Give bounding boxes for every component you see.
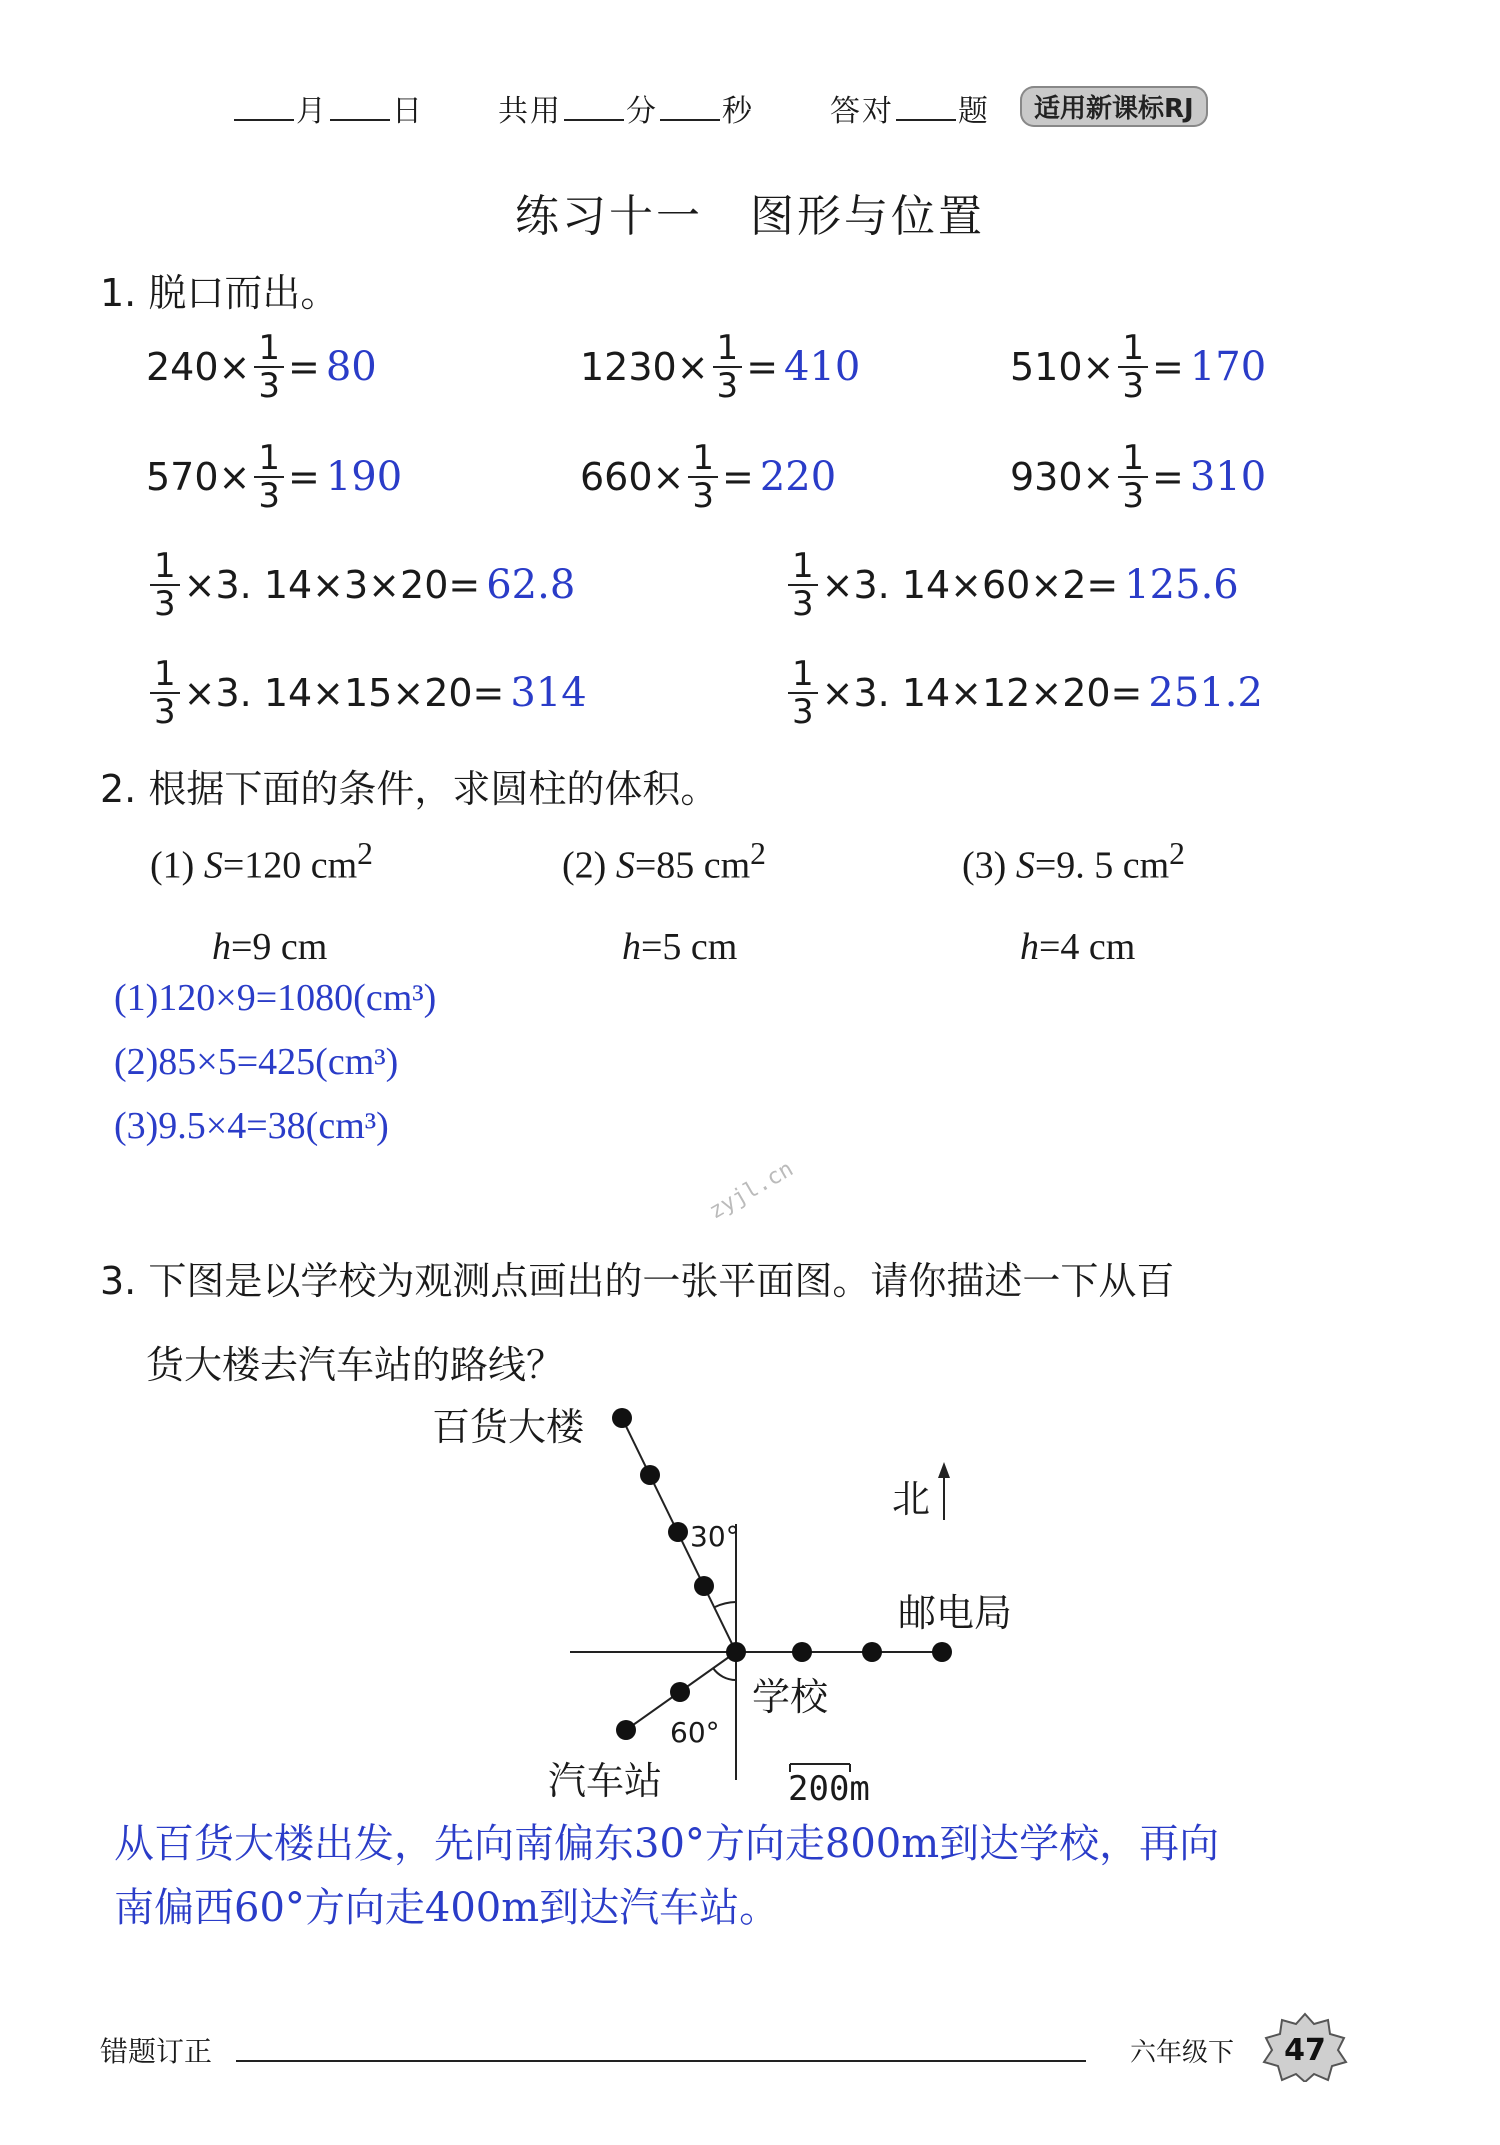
height-value: =9 cm [231,926,328,968]
expr-rhs: ×3. 14×12×20= [821,671,1143,715]
answer: 251.2 [1148,670,1263,716]
q2-label: 2. 根据下面的条件，求圆柱的体积。 [100,767,719,811]
fraction-numerator: 1 [688,440,718,478]
q3-label-line1: 3. 下图是以学校为观测点画出的一张平面图。请你描述一下从百 [100,1259,1175,1303]
superscript: 2 [357,836,373,871]
equals-sign: = [288,345,320,389]
item-number: (3) [962,844,1007,887]
label-scale: 200m [788,1769,870,1809]
answer: 314 [510,670,587,716]
route-point [640,1465,660,1485]
equals-sign: = [722,455,754,499]
route-point [668,1522,688,1542]
day-label: 日 [392,94,424,129]
var-h: h [622,926,641,968]
route-point [792,1642,812,1662]
q2-answer-2: (2)85×5=425(cm³) [114,1041,399,1083]
questions-label: 题 [958,94,990,129]
expr-lhs: 930× [1010,455,1115,499]
expr-lhs: 1230× [580,345,709,389]
q3-answer-line2: 南偏西60°方向走400m到达汽车站。 [114,1885,780,1931]
answer: 310 [1189,454,1267,500]
area-value: =85 cm [634,844,751,887]
equals-sign: = [288,455,320,499]
answer: 125.6 [1124,562,1239,608]
watermark: zyjl.cn [704,1156,798,1225]
area-value: =120 cm [222,844,358,887]
q3-label-line2: 货大楼去汽车站的路线？ [146,1343,565,1387]
footer-grade: 六年级下 [1130,2038,1235,2068]
expr-rhs: ×3. 14×15×20= [183,671,505,715]
fraction-numerator: 1 [254,330,284,368]
label-department-store: 百货大楼 [432,1405,585,1449]
fraction-denominator: 3 [692,476,715,516]
q2-answer-3: (3)9.5×4=38(cm³) [114,1105,389,1147]
equals-sign: = [1152,345,1184,389]
seconds-label: 秒 [722,94,754,129]
footer-correction-label: 错题订正 [100,2035,213,2068]
q2-answer-1: (1)120×9=1080(cm³) [114,977,437,1019]
time-used-label: 共用 [498,94,562,129]
fraction-numerator: 1 [254,440,284,478]
label-school: 学校 [752,1675,829,1719]
correction-line[interactable] [236,2060,1086,2062]
expr-rhs: ×3. 14×3×20= [183,563,481,607]
label-angle-60: 60° [670,1716,720,1749]
point-department-store [612,1408,632,1428]
var-s: S [203,844,223,887]
page-title: 练习十一 图形与位置 [515,191,985,242]
fraction-numerator: 1 [788,548,818,586]
page-number-badge [1262,2012,1348,2082]
expr-lhs: 240× [146,345,251,389]
answer: 170 [1189,344,1267,390]
height-value: =5 cm [641,926,738,968]
label-post-office: 邮电局 [898,1591,1013,1635]
fraction-denominator: 3 [1122,366,1145,406]
fraction-denominator: 3 [792,692,814,732]
superscript: 2 [750,836,766,871]
answer: 80 [325,344,377,390]
q1-label: 1. 脱口而出。 [100,271,339,315]
height-value: =4 cm [1039,926,1136,968]
q3-answer-line1: 从百货大楼出发，先向南偏东30°方向走800m到达学校，再向 [114,1821,1220,1867]
fraction-denominator: 3 [716,366,739,406]
minutes-label: 分 [626,94,658,129]
fraction-numerator: 1 [1118,330,1148,368]
var-h: h [1020,926,1039,968]
point-bus-station [616,1720,636,1740]
fraction-denominator: 3 [154,692,176,732]
point-post-office [932,1642,952,1662]
equals-sign: = [1152,455,1184,499]
fraction-denominator: 3 [258,366,281,406]
fraction-denominator: 3 [1122,476,1145,516]
expr-rhs: ×3. 14×60×2= [821,563,1119,607]
north-arrow-icon [938,1462,950,1478]
label-bus-station: 汽车站 [548,1759,663,1803]
route-point [670,1682,690,1702]
fraction-denominator: 3 [792,584,814,624]
fraction-numerator: 1 [1118,440,1148,478]
fraction-numerator: 1 [150,548,180,586]
page-number: 47 [1284,2033,1326,2068]
curriculum-badge: 适用新课标RJ [1020,86,1208,127]
route-point [862,1642,882,1662]
fraction-numerator: 1 [150,656,180,694]
label-north: 北 [892,1477,931,1521]
answer: 220 [759,454,837,500]
equals-sign: = [746,345,779,389]
correct-label: 答对 [830,94,894,129]
var-h: h [212,926,231,968]
expr-lhs: 660× [580,455,685,499]
fraction-numerator: 1 [788,656,818,694]
area-value: =9. 5 cm [1034,844,1170,887]
fraction-numerator: 1 [713,330,743,368]
var-s: S [615,844,635,887]
fraction-denominator: 3 [258,476,281,516]
angle-arc-30 [715,1602,736,1607]
expr-lhs: 570× [146,455,251,499]
item-number: (1) [150,844,195,887]
month-label: 月 [296,94,328,129]
point-school [726,1642,746,1662]
answer: 62.8 [486,562,576,608]
angle-arc-60 [713,1668,736,1680]
answer: 190 [325,454,403,500]
route-point [694,1576,714,1596]
fraction-denominator: 3 [154,584,176,624]
superscript: 2 [1169,836,1185,871]
answer: 410 [784,344,861,390]
label-angle-30: 30° [690,1520,740,1553]
item-number: (2) [562,844,607,887]
var-s: S [1015,844,1035,887]
expr-lhs: 510× [1010,345,1115,389]
